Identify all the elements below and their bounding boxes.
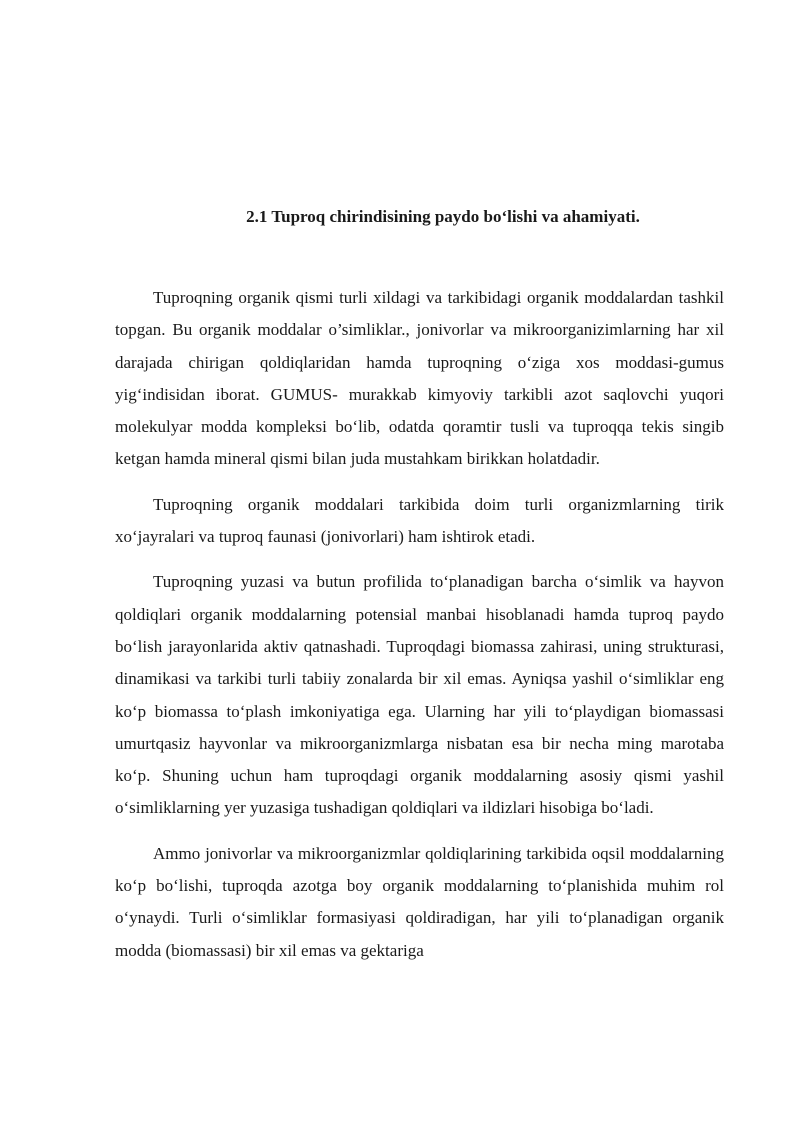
section-heading: 2.1 Tuproq chirindisining paydo bo‘lishi va ahamiyati. (246, 207, 640, 226)
paragraph-1: Tuproqning organik qismi turli xildagi va tarkibidagi organik moddalardan tashkil topgan. Bu organik moddalar o’simliklar., jonivorlar va mikroorganizimlarning har xil darajada chirigan qoldiqlaridan hamda tuproqning o‘ziga xos moddasi-gumus yig‘indisidan iborat. GUMUS- murakkab kimyoviy tarkibli azot saqlovchi yuqori molekulyar modda kompleksi bo‘lib, odatda qoramtir tusli va tuproqqa tekis singib ketgan hamda mineral qismi bilan juda mustahkam birikkan holatdadir. (115, 288, 724, 469)
paragraph-4: Ammo jonivorlar va mikroorganizmlar qoldiqlarining tarkibida oqsil moddalarning ko‘p bo‘lishi, tuproqda azotga boy organik moddalarning to‘planishida muhim rol o‘ynaydi. Turli o‘simliklar formasiyasi qoldiradigan, har yili to‘planadigan organik modda (biomassasi) bir xil emas va gektariga (115, 843, 724, 960)
paragraph-2: Tuproqning organik moddalari tarkibida doim turli organizmlarning tirik xo‘jayralari va tuproq faunasi (jonivorlari) ham ishtirok etadi. (115, 494, 724, 547)
body-text (115, 282, 724, 980)
paragraph-3: Tuproqning yuzasi va butun profilida to‘planadigan barcha o‘simlik va hayvon qoldiqlari organik moddalarning potensial manbai hisoblanadi hamda tuproq paydo bo‘lish jarayonlarida aktiv qatnashadi. Tuproqdagi biomassa zahirasi, uning strukturasi, dinamikasi va tarkibi turli tabiiy zonalarda bir xil emas. Ayniqsa yashil o‘simliklar eng ko‘p biomassa to‘plash imkoniyatiga ega. Ularning har yili to‘playdigan biomassasi umurtqasiz hayvonlar va mikroorganizmlarga nisbatan esa bir necha ming marotaba ko‘p. Shuning uchun ham tuproqdagi organik moddalarning asosiy qismi yashil o‘simliklarning yer yuzasiga tushadigan qoldiqlari va ildizlari hisobiga bo‘ladi. (115, 572, 724, 818)
